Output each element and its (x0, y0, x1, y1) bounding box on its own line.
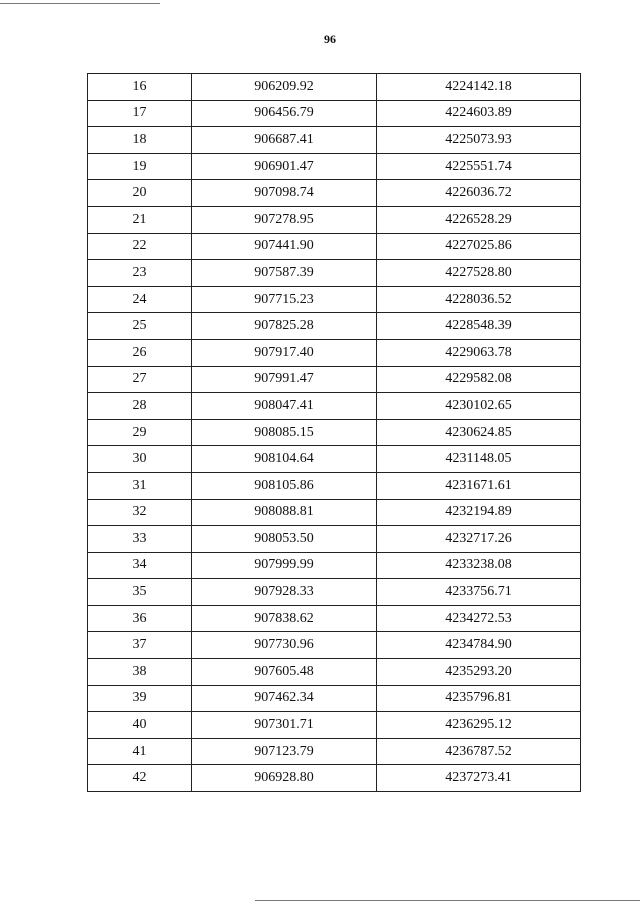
y-coordinate-cell: 4231148.05 (377, 446, 581, 473)
table-row (88, 472, 581, 499)
point-number-cell: 17 (88, 100, 192, 127)
table-row (88, 127, 581, 154)
table-row (88, 765, 581, 792)
table-row (88, 339, 581, 366)
x-coordinate-cell: 907278.95 (192, 206, 377, 233)
x-coordinate-cell: 907098.74 (192, 180, 377, 207)
point-number-cell: 18 (88, 127, 192, 154)
page-number: 96 (324, 32, 336, 46)
table-row (88, 393, 581, 420)
y-coordinate-cell: 4232194.89 (377, 499, 581, 526)
point-number-cell: 33 (88, 526, 192, 553)
x-coordinate-cell: 906456.79 (192, 100, 377, 127)
table-row (88, 579, 581, 606)
point-number-cell: 42 (88, 765, 192, 792)
point-number-cell: 24 (88, 286, 192, 313)
table-row (88, 313, 581, 340)
y-coordinate-cell: 4234784.90 (377, 632, 581, 659)
point-number-cell: 21 (88, 206, 192, 233)
y-coordinate-cell: 4234272.53 (377, 605, 581, 632)
point-number-cell: 32 (88, 499, 192, 526)
y-coordinate-cell: 4230102.65 (377, 393, 581, 420)
table-row (88, 100, 581, 127)
y-coordinate-cell: 4233756.71 (377, 579, 581, 606)
y-coordinate-cell: 4230624.85 (377, 419, 581, 446)
x-coordinate-cell: 906928.80 (192, 765, 377, 792)
point-number-cell: 34 (88, 552, 192, 579)
x-coordinate-cell: 908053.50 (192, 526, 377, 553)
table-row (88, 499, 581, 526)
point-number-cell: 29 (88, 419, 192, 446)
y-coordinate-cell: 4225551.74 (377, 153, 581, 180)
x-coordinate-cell: 908105.86 (192, 472, 377, 499)
y-coordinate-cell: 4227025.86 (377, 233, 581, 260)
point-number-cell: 38 (88, 659, 192, 686)
y-coordinate-cell: 4224142.18 (377, 74, 581, 101)
table-row (88, 685, 581, 712)
x-coordinate-cell: 907928.33 (192, 579, 377, 606)
x-coordinate-cell: 908088.81 (192, 499, 377, 526)
table-row (88, 552, 581, 579)
y-coordinate-cell: 4229063.78 (377, 339, 581, 366)
y-coordinate-cell: 4226036.72 (377, 180, 581, 207)
x-coordinate-cell: 908047.41 (192, 393, 377, 420)
x-coordinate-cell: 907715.23 (192, 286, 377, 313)
table-row (88, 419, 581, 446)
x-coordinate-cell: 906901.47 (192, 153, 377, 180)
x-coordinate-cell: 907301.71 (192, 712, 377, 739)
point-number-cell: 41 (88, 738, 192, 765)
table-row (88, 286, 581, 313)
table-row (88, 74, 581, 101)
point-number-cell: 26 (88, 339, 192, 366)
table-row (88, 233, 581, 260)
y-coordinate-cell: 4224603.89 (377, 100, 581, 127)
x-coordinate-cell: 907605.48 (192, 659, 377, 686)
point-number-cell: 27 (88, 366, 192, 393)
x-coordinate-cell: 907730.96 (192, 632, 377, 659)
point-number-cell: 36 (88, 605, 192, 632)
table-row (88, 605, 581, 632)
coordinates-table (87, 73, 581, 792)
y-coordinate-cell: 4228548.39 (377, 313, 581, 340)
y-coordinate-cell: 4226528.29 (377, 206, 581, 233)
point-number-cell: 39 (88, 685, 192, 712)
y-coordinate-cell: 4229582.08 (377, 366, 581, 393)
x-coordinate-cell: 906209.92 (192, 74, 377, 101)
x-coordinate-cell: 907123.79 (192, 738, 377, 765)
x-coordinate-cell: 906687.41 (192, 127, 377, 154)
x-coordinate-cell: 907917.40 (192, 339, 377, 366)
y-coordinate-cell: 4231671.61 (377, 472, 581, 499)
point-number-cell: 35 (88, 579, 192, 606)
table-row (88, 526, 581, 553)
y-coordinate-cell: 4236295.12 (377, 712, 581, 739)
x-coordinate-cell: 907991.47 (192, 366, 377, 393)
table-row (88, 659, 581, 686)
y-coordinate-cell: 4232717.26 (377, 526, 581, 553)
point-number-cell: 22 (88, 233, 192, 260)
x-coordinate-cell: 907999.99 (192, 552, 377, 579)
point-number-cell: 37 (88, 632, 192, 659)
x-coordinate-cell: 908104.64 (192, 446, 377, 473)
table-row (88, 153, 581, 180)
table-row (88, 738, 581, 765)
table-row (88, 632, 581, 659)
scan-edge-line-bottom (255, 900, 640, 901)
point-number-cell: 31 (88, 472, 192, 499)
coordinates-table-body (88, 74, 581, 792)
table-row (88, 366, 581, 393)
point-number-cell: 28 (88, 393, 192, 420)
point-number-cell: 16 (88, 74, 192, 101)
y-coordinate-cell: 4237273.41 (377, 765, 581, 792)
x-coordinate-cell: 907441.90 (192, 233, 377, 260)
point-number-cell: 25 (88, 313, 192, 340)
point-number-cell: 20 (88, 180, 192, 207)
y-coordinate-cell: 4227528.80 (377, 260, 581, 287)
y-coordinate-cell: 4228036.52 (377, 286, 581, 313)
table-row (88, 446, 581, 473)
table-row (88, 712, 581, 739)
point-number-cell: 30 (88, 446, 192, 473)
table-row (88, 206, 581, 233)
table-row (88, 180, 581, 207)
y-coordinate-cell: 4233238.08 (377, 552, 581, 579)
x-coordinate-cell: 908085.15 (192, 419, 377, 446)
x-coordinate-cell: 907462.34 (192, 685, 377, 712)
point-number-cell: 40 (88, 712, 192, 739)
point-number-cell: 23 (88, 260, 192, 287)
y-coordinate-cell: 4235796.81 (377, 685, 581, 712)
x-coordinate-cell: 907825.28 (192, 313, 377, 340)
y-coordinate-cell: 4225073.93 (377, 127, 581, 154)
scan-edge-line-top (0, 3, 160, 4)
x-coordinate-cell: 907838.62 (192, 605, 377, 632)
table-row (88, 260, 581, 287)
y-coordinate-cell: 4236787.52 (377, 738, 581, 765)
point-number-cell: 19 (88, 153, 192, 180)
y-coordinate-cell: 4235293.20 (377, 659, 581, 686)
x-coordinate-cell: 907587.39 (192, 260, 377, 287)
